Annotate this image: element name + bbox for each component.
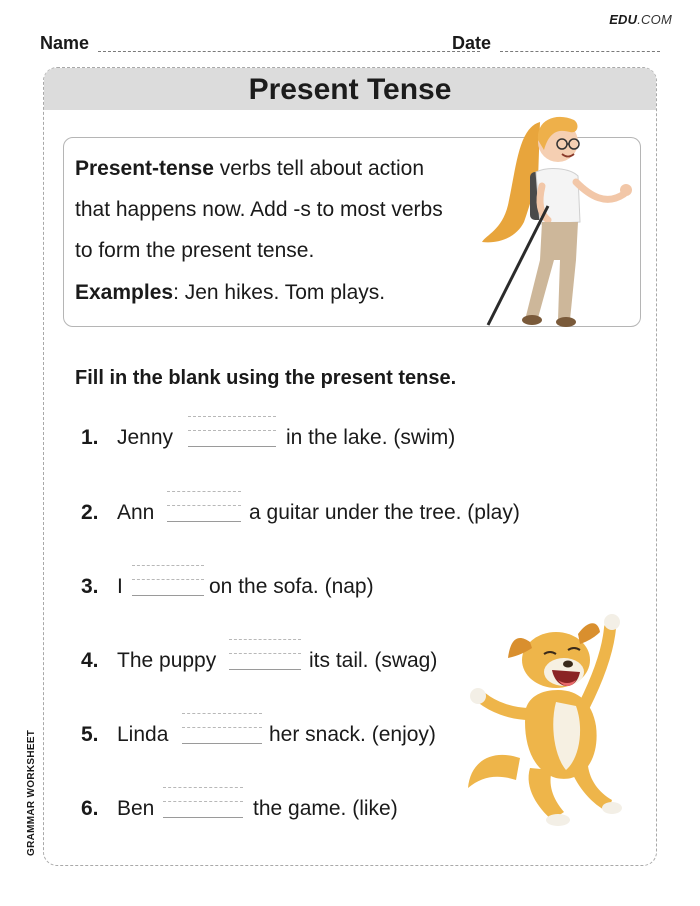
answer-blank-1[interactable] xyxy=(188,446,276,447)
info-line-1 xyxy=(75,157,424,181)
exercise-suffix: on the sofa. (nap) xyxy=(209,575,374,598)
answer-blank-guide xyxy=(163,787,243,788)
exercise-number: 6. xyxy=(81,797,99,820)
exercise-number: 2. xyxy=(81,501,99,524)
answer-blank-mid xyxy=(163,801,243,802)
info-term: Present-tense xyxy=(75,157,214,180)
side-label: GRAMMAR WORKSHEET xyxy=(26,729,37,856)
exercise-number: 5. xyxy=(81,723,99,746)
exercise-prefix: The puppy xyxy=(117,649,217,672)
dancing-dog-illustration xyxy=(460,598,640,830)
name-field[interactable] xyxy=(40,33,89,54)
brand-part-1: EDU xyxy=(609,12,638,27)
answer-blank-mid xyxy=(182,727,262,728)
answer-blank-guide xyxy=(182,713,262,714)
answer-blank-2[interactable] xyxy=(167,521,241,522)
brand-part-2: .COM xyxy=(637,12,672,27)
info-line-3: to form the present tense. xyxy=(75,239,315,262)
answer-blank-guide xyxy=(188,416,276,417)
exercise-prefix: Ben xyxy=(117,797,155,820)
date-line[interactable] xyxy=(500,51,660,52)
answer-blank-3[interactable] xyxy=(132,595,204,596)
exercise-prefix: Ann xyxy=(117,501,155,524)
answer-blank-5[interactable] xyxy=(182,743,262,744)
brand-logo xyxy=(609,12,672,27)
exercise-suffix: its tail. (swag) xyxy=(309,649,438,672)
answer-blank-mid xyxy=(167,505,241,506)
exercise-prefix: Linda xyxy=(117,723,169,746)
answer-blank-mid xyxy=(188,430,276,431)
exercise-suffix: in the lake. (swim) xyxy=(286,426,456,449)
name-line[interactable] xyxy=(98,51,480,52)
answer-blank-4[interactable] xyxy=(229,669,301,670)
exercise-suffix: a guitar under the tree. (play) xyxy=(249,501,520,524)
exercise-prefix: Jenny xyxy=(117,426,174,449)
name-label: Name xyxy=(40,33,90,53)
answer-blank-guide xyxy=(229,639,301,640)
answer-blank-6[interactable] xyxy=(163,817,243,818)
date-field[interactable] xyxy=(452,33,491,54)
date-label: Date xyxy=(452,33,492,53)
hiker-girl-illustration xyxy=(478,110,638,332)
examples-label: Examples xyxy=(75,281,174,304)
answer-blank-guide xyxy=(167,491,241,492)
answer-blank-mid xyxy=(132,579,204,580)
answer-blank-guide xyxy=(132,565,204,566)
info-line-2: that happens now. Add -s to most verbs xyxy=(75,198,443,221)
page-title: Present Tense xyxy=(44,68,656,110)
examples-text: : Jen hikes. Tom plays. xyxy=(173,281,386,304)
info-line-4 xyxy=(75,281,385,305)
exercise-suffix: the game. (like) xyxy=(253,797,398,820)
answer-blank-mid xyxy=(229,653,301,654)
instruction-text: Fill in the blank using the present tense. xyxy=(75,367,457,389)
info-line-1-rest: verbs tell about action xyxy=(213,157,425,180)
exercise-number: 1. xyxy=(81,426,99,449)
exercise-prefix: I xyxy=(117,575,123,598)
exercise-number: 4. xyxy=(81,649,99,672)
exercise-suffix: her snack. (enjoy) xyxy=(269,723,436,746)
exercise-number: 3. xyxy=(81,575,99,598)
